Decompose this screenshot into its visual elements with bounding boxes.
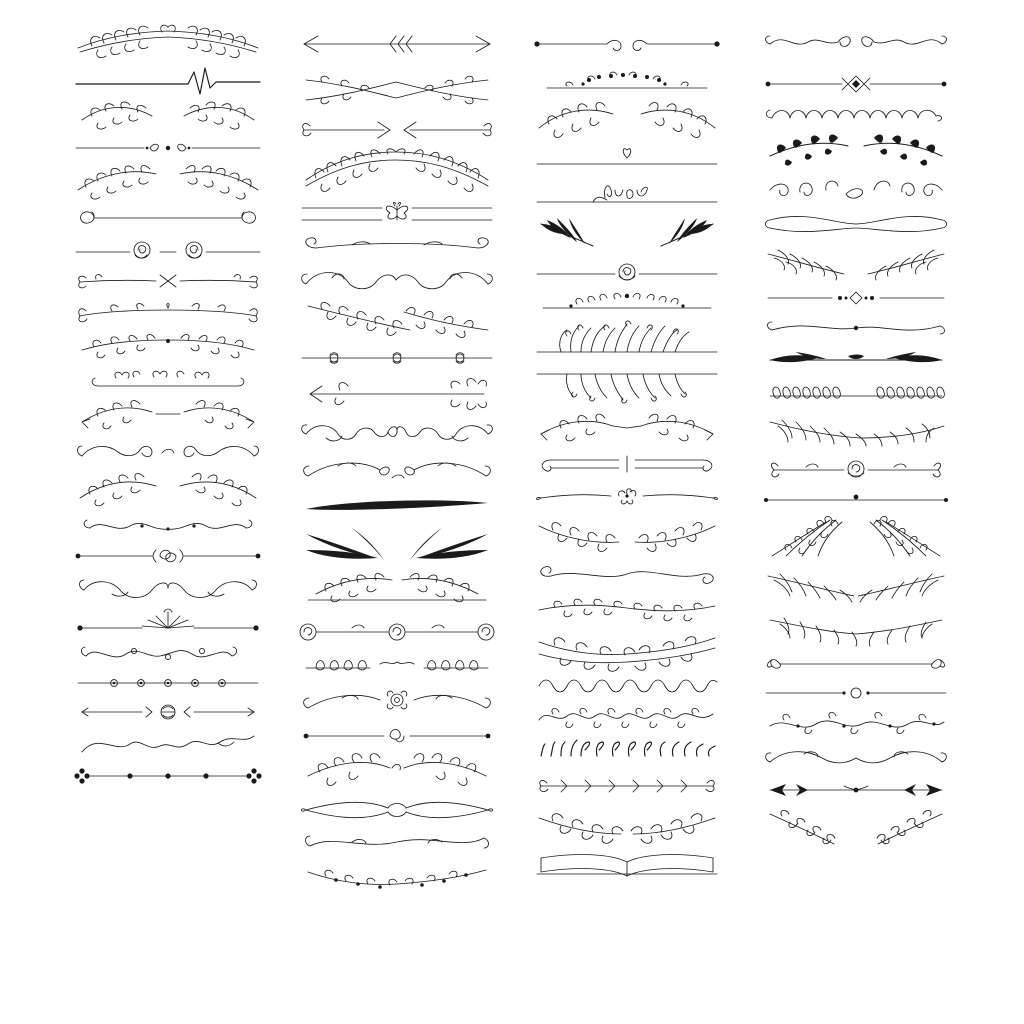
divider-item-c2-r6[interactable] [290,230,506,260]
divider-item-c1-r10[interactable] [60,330,276,364]
divider-grid [60,22,964,1002]
divider-item-c3-r7[interactable] [519,254,735,286]
divider-item-c2-r15[interactable] [290,568,506,614]
divider-item-c1-r20[interactable] [60,668,276,696]
divider-item-c2-r1[interactable] [290,22,506,66]
divider-item-c2-r14[interactable] [290,520,506,568]
divider-item-c1-r8[interactable] [60,266,276,296]
divider-item-c4-r2[interactable] [749,66,965,98]
divider-item-c4-r14[interactable] [749,484,965,512]
divider-item-c4-r3[interactable] [749,98,965,130]
divider-item-c3-r22[interactable] [519,800,735,846]
divider-item-c1-r13[interactable] [60,434,276,468]
divider-item-c2-r23[interactable] [290,858,506,892]
divider-item-c2-r21[interactable] [290,792,506,826]
divider-item-c4-r13[interactable] [749,452,965,484]
divider-item-c4-r18[interactable] [749,648,965,678]
divider-item-c4-r23[interactable] [749,804,965,850]
divider-item-c1-r15[interactable] [60,510,276,540]
page-title [0,21,1,22]
divider-item-c1-r6[interactable] [60,202,276,232]
divider-item-c2-r12[interactable] [290,450,506,490]
divider-item-c1-r21[interactable] [60,696,276,726]
divider-item-c3-r12[interactable] [519,448,735,480]
divider-item-c2-r2[interactable] [290,66,506,112]
divider-item-c3-r1[interactable] [519,22,735,66]
divider-item-c3-r11[interactable] [519,408,735,448]
divider-item-c3-r8[interactable] [519,286,735,318]
divider-item-c1-r5[interactable] [60,160,276,202]
divider-item-c1-r1[interactable] [60,22,276,66]
divider-item-c2-r18[interactable] [290,682,506,718]
divider-item-c1-r22[interactable] [60,726,276,760]
divider-item-c4-r8[interactable] [749,282,965,312]
divider-item-c1-r19[interactable] [60,638,276,668]
divider-item-c1-r14[interactable] [60,468,276,510]
divider-item-c1-r18[interactable] [60,604,276,638]
divider-item-c2-r16[interactable] [290,614,506,648]
divider-item-c4-r17[interactable] [749,606,965,648]
divider-item-c2-r5[interactable] [290,198,506,230]
divider-item-c4-r4[interactable] [749,130,965,172]
divider-item-c3-r18[interactable] [519,668,735,698]
divider-item-c4-r7[interactable] [749,238,965,282]
divider-item-c1-r11[interactable] [60,364,276,394]
divider-item-c4-r10[interactable] [749,342,965,376]
divider-item-c1-r23[interactable] [60,760,276,790]
divider-item-c4-r5[interactable] [749,172,965,206]
divider-item-c3-r21[interactable] [519,768,735,800]
divider-item-c3-r20[interactable] [519,734,735,768]
divider-item-c4-r15[interactable] [749,512,965,564]
divider-item-c2-r4[interactable] [290,146,506,198]
divider-column-1 [60,22,276,1002]
divider-item-c4-r6[interactable] [749,206,965,238]
divider-item-c4-r16[interactable] [749,564,965,606]
divider-item-c1-r4[interactable] [60,134,276,160]
divider-item-c3-r17[interactable] [519,624,735,668]
divider-item-c4-r9[interactable] [749,312,965,342]
divider-item-c3-r3[interactable] [519,98,735,142]
divider-item-c3-r6[interactable] [519,214,735,254]
divider-item-c2-r10[interactable] [290,372,506,414]
divider-item-c4-r12[interactable] [749,408,965,452]
divider-item-c3-r9[interactable] [519,318,735,364]
divider-item-c1-r3[interactable] [60,96,276,134]
divider-item-c1-r9[interactable] [60,296,276,330]
divider-item-c3-r23[interactable] [519,846,735,880]
divider-item-c2-r3[interactable] [290,112,506,146]
divider-item-c3-r10[interactable] [519,364,735,408]
divider-item-c4-r11[interactable] [749,376,965,408]
divider-item-c3-r16[interactable] [519,590,735,624]
divider-item-c4-r20[interactable] [749,706,965,740]
divider-item-c1-r7[interactable] [60,232,276,266]
divider-column-2 [290,22,506,1002]
divider-item-c1-r12[interactable] [60,394,276,434]
divider-item-c2-r9[interactable] [290,342,506,372]
divider-item-c1-r17[interactable] [60,570,276,604]
divider-item-c2-r19[interactable] [290,718,506,748]
divider-item-c3-r14[interactable] [519,512,735,558]
divider-item-c3-r19[interactable] [519,698,735,734]
divider-item-c2-r11[interactable] [290,414,506,450]
divider-item-c2-r17[interactable] [290,648,506,682]
divider-item-c2-r8[interactable] [290,296,506,342]
divider-item-c2-r20[interactable] [290,748,506,792]
divider-item-c1-r2[interactable] [60,66,276,96]
divider-item-c4-r19[interactable] [749,678,965,706]
divider-item-c3-r5[interactable] [519,172,735,214]
divider-item-c2-r13[interactable] [290,490,506,520]
divider-item-c3-r4[interactable] [519,142,735,172]
divider-column-3 [519,22,735,1002]
divider-item-c2-r7[interactable] [290,260,506,296]
divider-item-c4-r1[interactable] [749,22,965,66]
divider-item-c3-r15[interactable] [519,558,735,590]
divider-item-c3-r13[interactable] [519,480,735,512]
divider-item-c1-r16[interactable] [60,540,276,570]
divider-column-4 [749,22,965,1002]
divider-item-c4-r22[interactable] [749,772,965,804]
divider-item-c3-r2[interactable] [519,66,735,98]
divider-item-c4-r21[interactable] [749,740,965,772]
divider-item-c2-r22[interactable] [290,826,506,858]
